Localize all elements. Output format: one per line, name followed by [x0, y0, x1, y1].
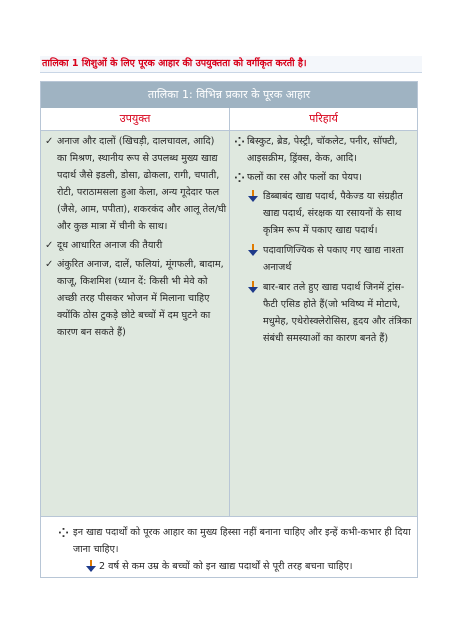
suitable-column [45, 133, 227, 343]
footer-note-text: इन खाद्य पदार्थों को पूरक आहार का मुख्य हिस्सा नहीं बनाना चाहिए और इन्हें कभी-कभार ही दिया जाना चाहिए। [73, 527, 411, 555]
suitable-column-heading: उपयुक्त [119, 112, 151, 125]
avoid-subitem [235, 279, 415, 347]
arrow-bullet-icon [247, 281, 259, 293]
table-footer-notes [41, 517, 417, 577]
diamond-bullet-icon [235, 137, 244, 146]
avoid-item-text: फलों का रस और फलों का पेयप। [247, 172, 363, 183]
avoid-item [235, 169, 415, 186]
check-icon: ✓ [45, 259, 54, 270]
suitable-item-text: दूध आधारित अनाज की तैयारी [57, 240, 163, 251]
suitable-item-text: अनाज और दालों (खिचड़ी, दालचावल, आदि) का मिश्रण, स्थानीय रूप से उपलब्ध मुख्य खाद्य पदार्थ जैसे इडली, डोसा, ढोकला, रागी, चपाती, रोटी, पराठामसला हुआ केला, अन्य गूदेदार फल (जैसे, आम, पपीता), शकरकंद और आलू तेल/घी और कुछ मात्रा में चीनी के साथ। [57, 136, 227, 232]
suitable-item [45, 256, 227, 341]
column-divider [229, 108, 230, 516]
suitable-item-text: अंकुरित अनाज, दालें, फलियां, मूंगफली, बादाम, काजू, किशमिश (ध्यान दें: किसी भी मेवे को अच्छी तरह पीसकर भोजन में मिलाना चाहिए क्योंकि ठोस टुकड़े छोटे बच्चों में दम घुटने का कारण बन सकते हैं) [57, 259, 224, 338]
avoid-subitem-text: बार-बार तले हुए खाद्य पदार्थ जिनमें ट्रांस-फैटी एसिड होते हैं(जो भविष्य में मोटापे, मधुमेह, एथेरोस्क्लेरोसिस, हृदय और तंत्रिका संबंधी समस्याओं का कारण बनते हैं) [263, 282, 412, 344]
avoid-column [235, 133, 415, 350]
table-caption: तालिका 1 शिशुओं के लिए पूरक आहार की उपयुक्तता को वर्गीकृत करती है। [40, 56, 422, 73]
diamond-bullet-icon [59, 528, 68, 537]
check-icon: ✓ [45, 136, 54, 147]
footer-note-text: 2 वर्ष से कम उम्र के बच्चों को इन खाद्य पदार्थों से पूरी तरह बचना चाहिए। [99, 561, 353, 572]
supplementary-food-table [40, 81, 418, 578]
avoid-subitem [235, 188, 415, 239]
diamond-bullet-icon [235, 173, 244, 182]
arrow-bullet-icon [247, 244, 259, 256]
avoid-subitem-text: डिब्बाबंद खाद्य पदार्थ, पैकेज्ड या संग्रहीत खाद्य पदार्थ, संरक्षक या रसायनों के साथ कृत्रिम रूप में पकाए खाद्य पदार्थ। [263, 191, 403, 236]
arrow-bullet-icon [85, 560, 97, 572]
avoid-item [235, 133, 415, 167]
avoid-item-text: बिस्कुट, ब्रेड, पेस्ट्री, चॉकलेट, पनीर, सॉफ्टी, आइसक्रीम, ड्रिंक्स, केक, आदि। [247, 136, 398, 164]
avoid-subitem [235, 242, 415, 276]
check-icon: ✓ [45, 240, 54, 251]
table-title: तालिका 1: विभिन्न प्रकार के पूरक आहार [41, 82, 417, 108]
footer-note [59, 524, 425, 558]
arrow-bullet-icon [247, 190, 259, 202]
avoid-column-heading: परिहार्य [309, 112, 338, 125]
suitable-item [45, 237, 227, 254]
avoid-subitem-text: पदावाणिज्यिक से पकाए गए खाद्य नाश्ता अनाजर्थ [263, 245, 404, 273]
suitable-item [45, 133, 227, 235]
footer-note [85, 558, 425, 575]
